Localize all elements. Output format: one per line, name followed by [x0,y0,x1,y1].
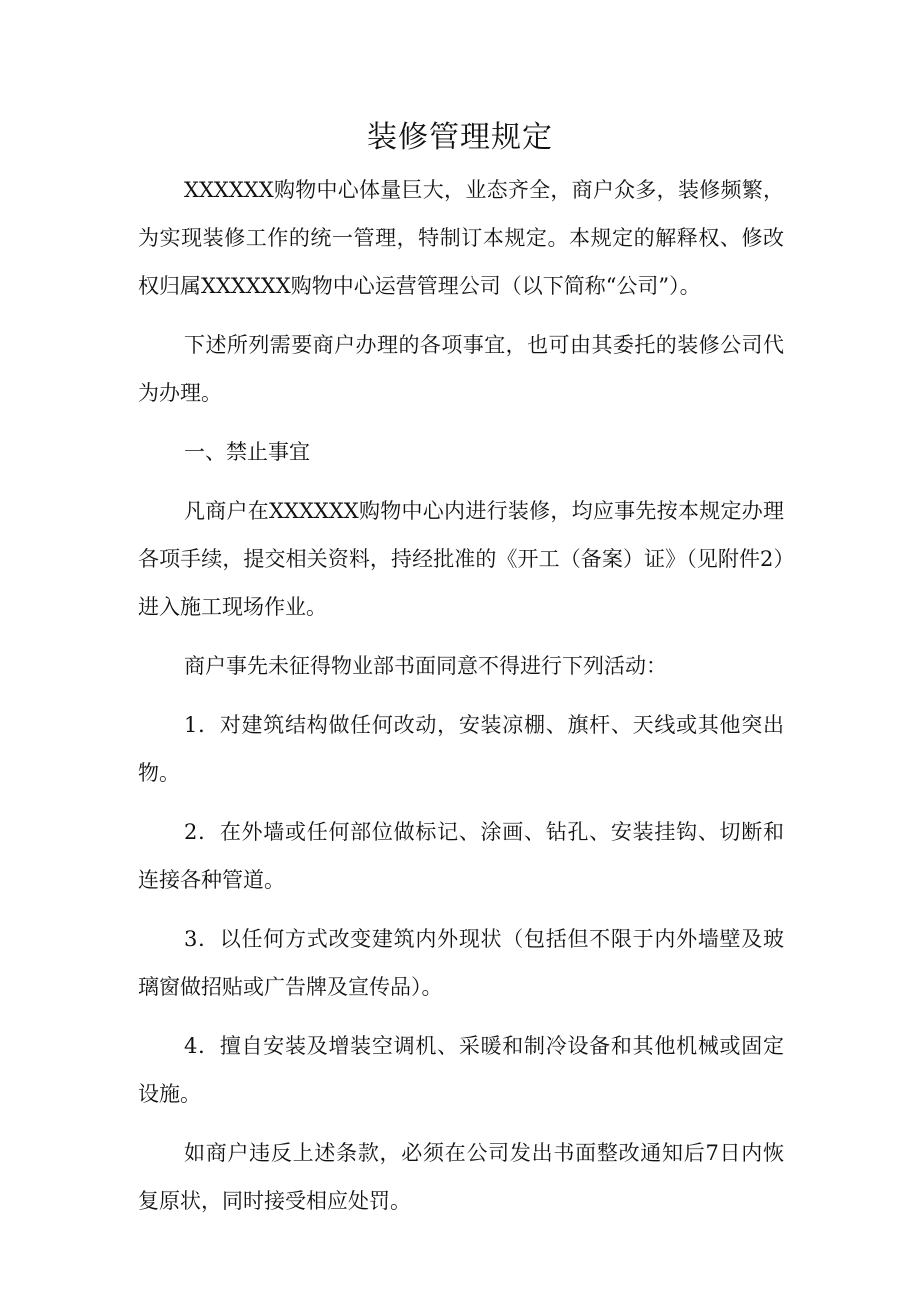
penalty-paragraph: 如商户违反上述条款，必须在公司发出书面整改通知后7日内恢复原状，同时接受相应处罚。 [138,1141,784,1213]
list-item-4: 4．擅自安装及增装空调机、采暖和制冷设备和其他机械或固定设施。 [138,1034,784,1106]
list-item-3: 3．以任何方式改变建筑内外现状（包括但不限于内外墙壁及玻璃窗做招贴或广告牌及宣传品）。 [138,927,784,999]
section-heading-prohibited: 一、禁止事宜 [184,440,310,464]
activities-intro-paragraph: 商户事先未征得物业部书面同意不得进行下列活动： [184,654,667,678]
procedure-paragraph: 凡商户在XXXXXX购物中心内进行装修，均应事先按本规定办理各项手续，提交相关资料，持经批准的《开工（备案）证》（见附件2）进入施工现场作业。 [138,499,784,619]
list-item-2: 2．在外墙或任何部位做标记、涂画、钻孔、安装挂钩、切断和连接各种管道。 [138,820,784,892]
document-title: 装修管理规定 [367,120,553,155]
intro-paragraph: XXXXXX购物中心体量巨大，业态齐全，商户众多，装修频繁，为实现装修工作的统一管理，特制订本规定。本规定的解释权、修改权归属XXXXXX购物中心运营管理公司（以下简称“公司”）。 [138,178,784,298]
agent-paragraph: 下述所列需要商户办理的各项事宜，也可由其委托的装修公司代为办理。 [138,333,784,405]
list-item-1: 1．对建筑结构做任何改动，安装凉棚、旗杆、天线或其他突出物。 [138,713,784,785]
document-body [138,166,784,1236]
